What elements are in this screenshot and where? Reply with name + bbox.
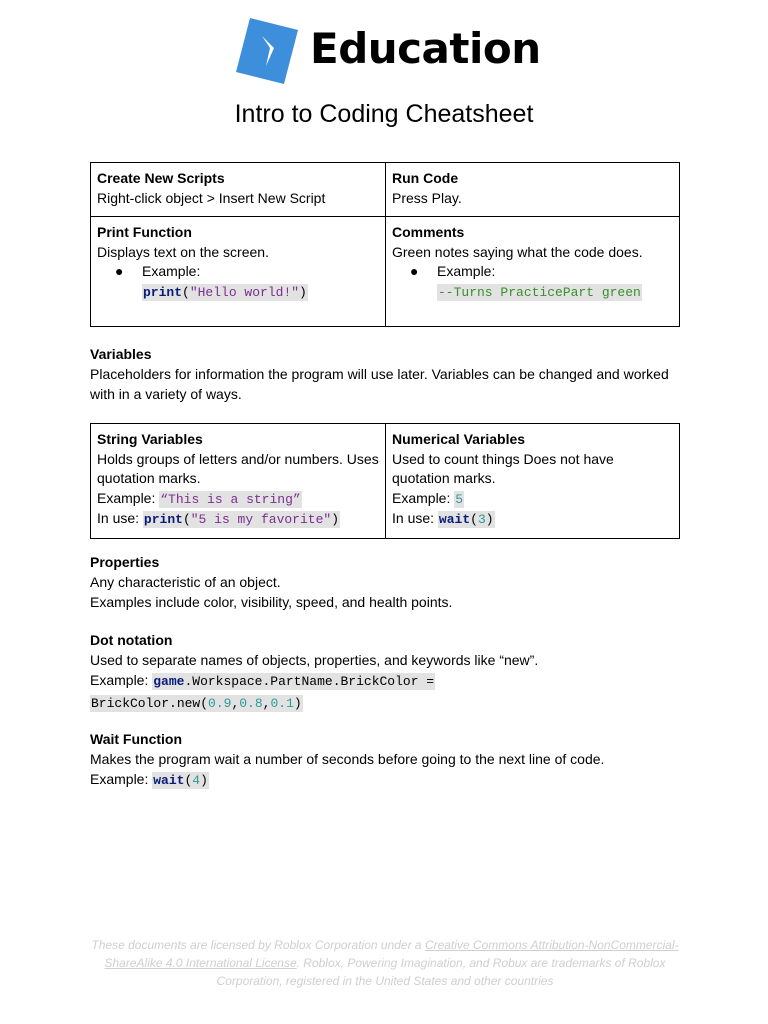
run-code-text: Press Play.: [392, 189, 462, 206]
wait-function-heading: Wait Function: [90, 731, 183, 747]
print-example-bullet: [115, 262, 380, 282]
license-link[interactable]: Creative Commons Attribution-NonCommercial-ShareAlike 4.0 International License: [104, 938, 679, 970]
header: [236, 18, 541, 84]
print-function-heading: Print Function: [97, 224, 192, 240]
bullet-dot: ●: [410, 263, 419, 279]
string-in-use: In use: print("5 is my favorite"): [97, 510, 339, 527]
dot-notation-text: Used to separate names of objects, properties, and keywords like “new”.: [90, 652, 539, 668]
roblox-logo-icon: [236, 18, 298, 84]
variables-heading: Variables: [90, 346, 152, 362]
print-example-label: Example:: [142, 263, 201, 279]
properties-line1: Any characteristic of an object.: [90, 574, 281, 590]
license-footer: [90, 936, 680, 990]
comments-heading: Comments: [392, 224, 465, 240]
string-variables-text: Holds groups of letters and/or numbers. Uses quotation marks.: [97, 450, 379, 486]
footer-text-2: . Roblox, Powering Imagination, and Robux are trademarks of Roblox Corporation, registered in the United States and other countries: [216, 956, 666, 988]
wait-function-text: Makes the program wait a number of seconds before going to the next line of code.: [90, 751, 605, 767]
brand-name: Education: [310, 24, 541, 73]
run-code-cell: [386, 163, 680, 217]
string-variables-cell: [91, 424, 386, 539]
comments-example-code: --Turns PracticePart green: [438, 284, 641, 300]
numerical-variables-heading: Numerical Variables: [392, 431, 526, 447]
dot-notation-heading: Dot notation: [90, 632, 173, 648]
numerical-variables-text: Used to count things Does not have quotation marks.: [392, 450, 614, 486]
dot-notation-example-line2: BrickColor.new(0.9,0.8,0.1): [91, 696, 302, 711]
string-example: Example: “This is a string”: [97, 489, 301, 507]
comments-example-label: Example:: [437, 263, 496, 279]
page-title: Intro to Coding Cheatsheet: [234, 100, 534, 128]
comments-cell: [386, 217, 680, 327]
print-example-code: print("Hello world!"): [143, 284, 307, 300]
dot-notation-example: Example: game.Workspace.PartName.BrickColor =: [90, 672, 435, 689]
bullet-dot: ●: [115, 263, 124, 279]
variables-text: Placeholders for information the program will use later. Variables can be changed and worked with in a variety of ways.: [90, 366, 669, 402]
variables-section: [90, 344, 680, 404]
basics-table: [90, 162, 680, 327]
string-variables-heading: String Variables: [97, 431, 203, 447]
print-function-text: Displays text on the screen.: [97, 243, 269, 260]
properties-line2: Examples include color, visibility, speed, and health points.: [90, 594, 453, 610]
numerical-in-use: In use: wait(3): [392, 510, 494, 527]
properties-heading: Properties: [90, 554, 160, 570]
print-function-cell: [91, 217, 386, 327]
run-code-heading: Run Code: [392, 170, 459, 186]
wait-function-example: Example: wait(4): [90, 771, 208, 788]
numerical-variables-cell: [386, 424, 680, 539]
create-scripts-text: Right-click object > Insert New Script: [97, 189, 326, 206]
variables-table: [90, 423, 680, 539]
numerical-example: Example: 5: [392, 489, 464, 507]
footer-text-1: These documents are licensed by Roblox Corporation under a: [91, 938, 425, 952]
create-scripts-cell: [91, 163, 386, 217]
dot-notation-section: [90, 630, 680, 714]
wait-function-section: [90, 729, 680, 791]
create-scripts-heading: Create New Scripts: [97, 170, 225, 186]
comments-example-bullet: [410, 262, 674, 282]
comments-text: Green notes saying what the code does.: [392, 243, 643, 260]
properties-section: [90, 552, 680, 612]
